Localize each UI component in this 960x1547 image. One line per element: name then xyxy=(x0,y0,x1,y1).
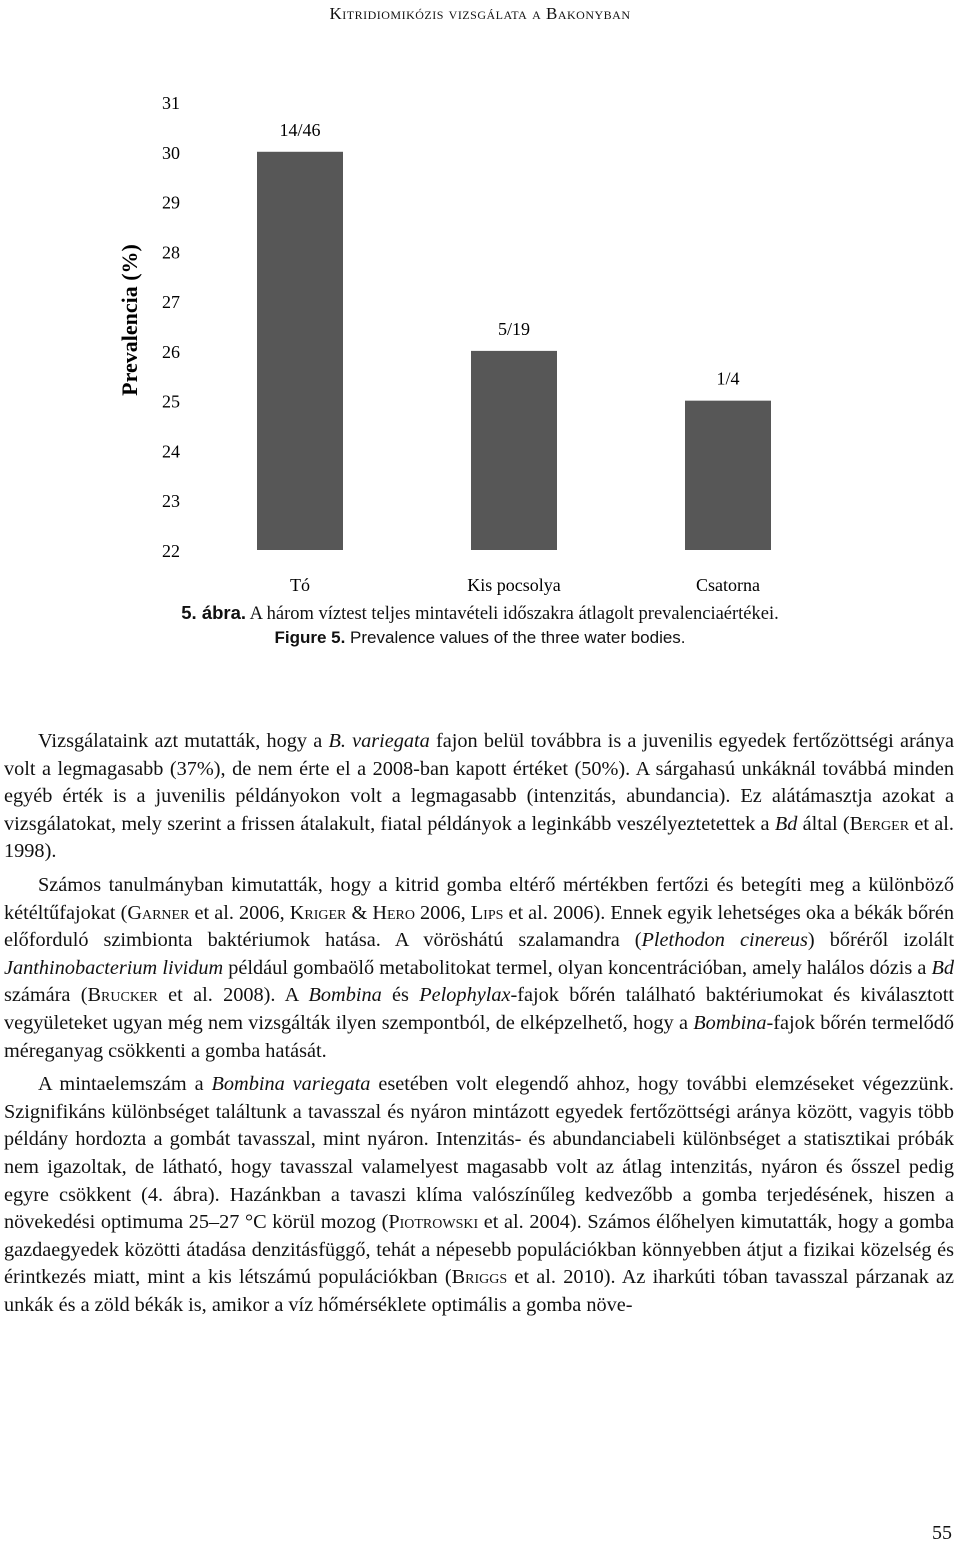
figure-caption-en xyxy=(0,628,960,648)
paragraph-2: Számos tanulmányban kimutatták, hogy a kitrid gomba eltérő mértékben fertőzi és betegíti meg a különböző kétéltűfajokat (Garner et al. 2006, Kriger & Hero 2006, Lips et al. 2006). Ennek egyik lehetséges oka a békák bőrén előforduló szimbionta baktériumok hatása. A vöröshátú szalamandra (Plethodon cinereus) bőréről izolált Janthinobacterium lividum például gombaölő metabolitokat termel, olyan koncentrációban, amely halálos dózis a Bd számára (Brucker et al. 2008). A Bombina és Pelophylax-fajok bőrén található baktériumokat és kiválasztott vegyületeket ugyan még nem vizsgálták ilyen szempontból, de elképzelhető, hogy a Bombina-fajok bőrén termelődő méreganyag csökkenti a gomba hatását. xyxy=(4,873,954,1062)
figure-caption-en-lead: Figure 5. xyxy=(274,628,346,647)
y-tick-label: 28 xyxy=(162,242,180,263)
y-tick-label: 30 xyxy=(162,142,180,163)
running-title: Kitridiomikózis vizsgálata a Bakonyban xyxy=(329,4,631,23)
paragraph-1: Vizsgálataink azt mutatták, hogy a B. variegata fajon belül továbbra is a juvenilis egyedek fertőzöttségi aránya volt a legmagasabb (37%), de nem érte el a 2008-ban kapott értéket (50%). A sárgahasú unkáknál továbbá minden egyéb érték is a juvenilis példányokon volt a legmagasabb (intenzitás, abundancia). Ez alátámasztja azokat a vizsgálatokat, mely szerint a frissen átalakult, fiatal példányok a leginkább veszélyeztetettek a Bd által (Berger et al. 1998). xyxy=(4,730,954,863)
figure-caption-en-text: Prevalence values of the three water bodies. xyxy=(345,628,686,647)
y-tick-label: 27 xyxy=(162,292,180,313)
bar-1 xyxy=(257,152,343,550)
y-tick-label: 23 xyxy=(162,491,180,512)
page-number: 55 xyxy=(932,1522,952,1544)
figure-caption-hu-text: A három víztest teljes mintavételi időszakra átlagolt prevalenciaértékei. xyxy=(246,604,779,624)
bar-2 xyxy=(471,351,557,550)
y-tick-label: 26 xyxy=(162,341,180,362)
figure-caption-hu-lead: 5. ábra. xyxy=(181,602,247,623)
y-tick-label: 31 xyxy=(162,93,180,113)
y-axis-label: Prevalencia (%) xyxy=(117,244,142,396)
data-label-1: 14/46 xyxy=(279,119,321,140)
y-tick-label: 25 xyxy=(162,391,180,412)
x-category-label-2: Kis pocsolya xyxy=(467,575,561,595)
prevalence-bar-chart xyxy=(0,80,960,600)
data-label-2: 5/19 xyxy=(497,318,531,339)
y-tick-label: 22 xyxy=(162,541,180,561)
body-text xyxy=(4,728,954,1325)
y-tick-label: 24 xyxy=(162,441,180,462)
data-label-3: 1/4 xyxy=(716,368,740,389)
y-tick-label: 29 xyxy=(162,192,180,213)
x-category-label-1: Tó xyxy=(290,575,310,595)
paragraph-3: A mintaelemszám a Bombina variegata esetében volt elegendő ahhoz, hogy további elemzéseket végezzünk. Szignifikáns különbséget találtunk a tavasszal és nyáron mintázott egyedek fertőzöttségi aránya között, vagyis több példány hordozta a gombát tavasszal, mint nyáron. Intenzitás- és abundanciabeli különbséget a statisztikai próbák nem igazoltak, de látható, hogy tavasszal valamelyest magasabb volt az átlag intenzitás, nyáron és ősszel pedig egyre csökkent (4. ábra). Hazánkban a tavaszi klíma valószínűleg kedvezőbb a gomba terjedésének, hiszen a növekedési optimuma 25–27 °C körül mozog (Piotrowski et al. 2004). Számos élőhelyen kimutatták, hogy a gomba gazdaegyedek közötti átadása denzitásfüggő, tehát a népesebb populációkban könnyebben átjut a fizikai közelség és érintkezés miatt, mint a kis létszámú populációkban (Briggs et al. 2010). Az iharkúti tóban tavasszal párzanak az unkák és a zöld békák is, amikor a víz hőmérséklete optimális a gomba növe- xyxy=(4,1073,955,1316)
x-category-label-3: Csatorna xyxy=(696,575,760,595)
bar-3 xyxy=(685,401,771,550)
figure-caption-hu xyxy=(0,602,960,625)
